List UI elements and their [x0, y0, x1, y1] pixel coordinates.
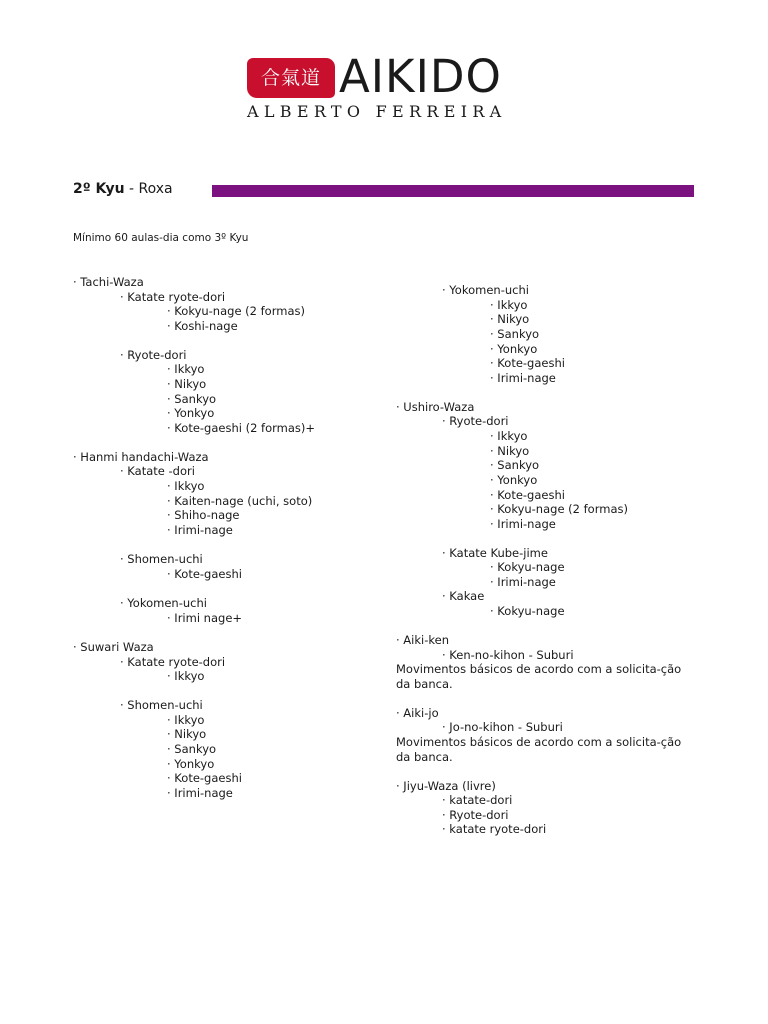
list-item: · Nikyo — [167, 377, 207, 391]
kanji-seal: 合氣道 — [247, 58, 335, 98]
list-item: · Suwari Waza — [73, 640, 154, 654]
list-item: · Shomen-uchi — [120, 698, 203, 712]
list-item: · Ken-no-kihon - Suburi — [442, 648, 574, 662]
brand-subtitle: ALBERTO FERREIRA — [247, 102, 507, 121]
list-item: · Sankyo — [490, 327, 540, 341]
list-item: · Ikkyo — [490, 429, 528, 443]
list-item: · Nikyo — [490, 444, 530, 458]
list-item: · Irimi-nage — [167, 523, 233, 537]
list-item: · Ryote-dori — [442, 414, 509, 428]
list-item: · Irimi nage+ — [167, 611, 243, 625]
list-item: · Irimi-nage — [490, 371, 556, 385]
list-item: · Sankyo — [167, 742, 217, 756]
list-item: · Ikkyo — [167, 669, 205, 683]
minimum-requirement: Mínimo 60 aulas-dia como 3º Kyu — [73, 232, 249, 244]
list-item: · Irimi-nage — [167, 786, 233, 800]
paragraph: Movimentos básicos de acordo com a solicita-ção da banca. — [396, 662, 682, 691]
list-item: · Yonkyo — [490, 473, 538, 487]
belt-color: Roxa — [138, 181, 173, 197]
list-item: · Nikyo — [167, 727, 207, 741]
list-item: · Yonkyo — [167, 406, 215, 420]
page-title — [73, 181, 173, 197]
list-item: · Jo-no-kihon - Suburi — [442, 720, 563, 734]
belt-color-bar — [212, 185, 694, 197]
list-item: · katate ryote-dori — [442, 822, 547, 836]
rank-label: 2º Kyu — [73, 181, 125, 197]
list-item: · Kakae — [442, 589, 485, 603]
list-item: · Jiyu-Waza (livre) — [396, 779, 496, 793]
list-item: · Kote-gaeshi — [490, 488, 565, 502]
list-item: · Katate ryote-dori — [120, 655, 226, 669]
list-item: · Kokyu-nage — [490, 560, 565, 574]
list-item: · Kaiten-nage (uchi, soto) — [167, 494, 313, 508]
list-item: · Sankyo — [167, 392, 217, 406]
list-item: · Tachi-Waza — [73, 275, 144, 289]
list-item: · Sankyo — [490, 458, 540, 472]
list-item: · Aiki-jo — [396, 706, 439, 720]
list-item: · katate-dori — [442, 793, 513, 807]
list-item: · Ikkyo — [167, 362, 205, 376]
list-item: · Kokyu-nage (2 formas) — [167, 304, 305, 318]
list-item: · Yokomen-uchi — [442, 283, 529, 297]
list-item: · Ryote-dori — [442, 808, 509, 822]
list-item: · Aiki-ken — [396, 633, 449, 647]
list-item: · Ikkyo — [490, 298, 528, 312]
title-separator: - — [124, 181, 139, 197]
list-item: · Kokyu-nage — [490, 604, 565, 618]
list-item: · Kote-gaeshi (2 formas)+ — [167, 421, 316, 435]
list-item: · Ikkyo — [167, 479, 205, 493]
paragraph: Movimentos básicos de acordo com a solicita-ção da banca. — [396, 735, 682, 764]
list-item: · Ikkyo — [167, 713, 205, 727]
list-item: · Hanmi handachi-Waza — [73, 450, 209, 464]
list-item: · Ushiro-Waza — [396, 400, 475, 414]
list-item: · Irimi-nage — [490, 517, 556, 531]
list-item: · Ryote-dori — [120, 348, 187, 362]
list-item: · Kote-gaeshi — [167, 567, 242, 581]
list-item: · Irimi-nage — [490, 575, 556, 589]
list-item: · Katate ryote-dori — [120, 290, 226, 304]
list-item: · Shiho-nage — [167, 508, 240, 522]
list-item: · Yokomen-uchi — [120, 596, 207, 610]
aikido-logo — [247, 50, 532, 125]
list-item: · Yonkyo — [167, 757, 215, 771]
list-item: · Kote-gaeshi — [490, 356, 565, 370]
list-item: · Kokyu-nage (2 formas) — [490, 502, 628, 516]
list-item: · Nikyo — [490, 312, 530, 326]
brand-name: AIKIDO — [339, 50, 502, 103]
list-item: · Yonkyo — [490, 342, 538, 356]
list-item: · Kote-gaeshi — [167, 771, 242, 785]
list-item: · Katate Kube-jime — [442, 546, 548, 560]
list-item: · Shomen-uchi — [120, 552, 203, 566]
list-item: · Koshi-nage — [167, 319, 238, 333]
list-item: · Katate -dori — [120, 464, 195, 478]
